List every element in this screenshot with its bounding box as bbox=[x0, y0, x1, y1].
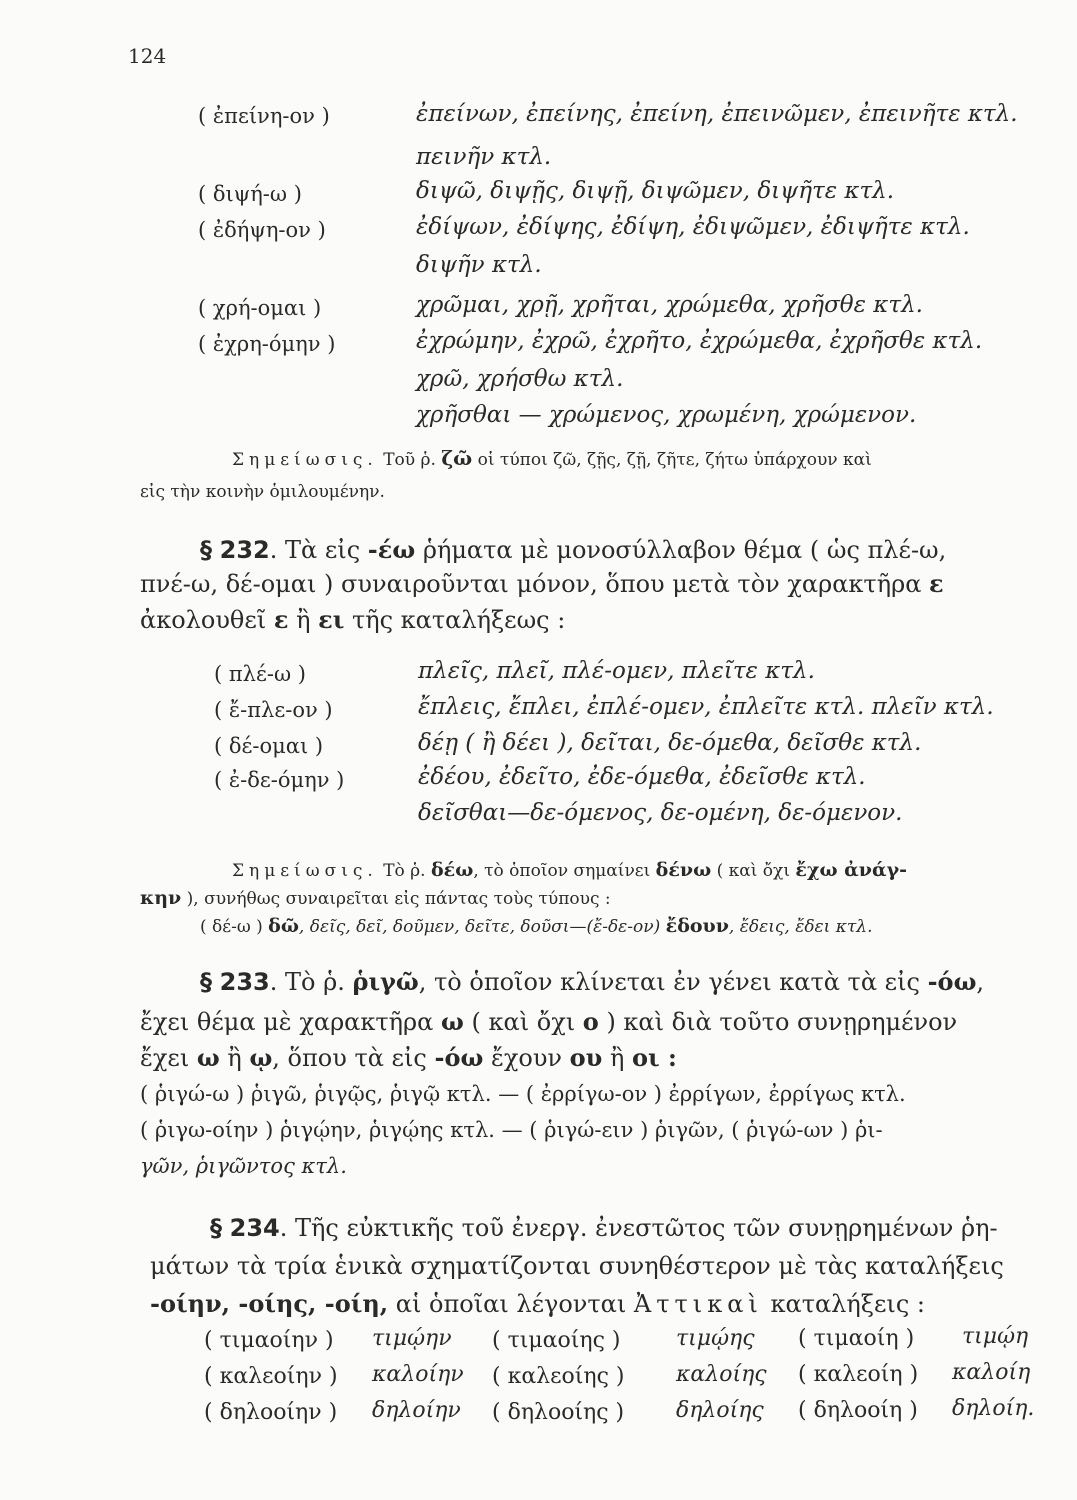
verb-forms: διψῆν κτλ. bbox=[416, 252, 542, 278]
section-234-line-2: μάτων τὰ τρία ἑνικὰ σχηματίζονται συνηθέστερον μὲ τὰς καταλήξεις bbox=[150, 1252, 1004, 1280]
table-cell: ( τιμαοίην ) bbox=[204, 1328, 334, 1353]
note-2-line-1: Σημείωσις. Τὸ ῥ. δέω, τὸ ὁποῖον σημαίνει δένω ( καὶ ὄχι ἔχω ἀνάγ- bbox=[232, 859, 908, 881]
verb-forms: χρῶ, χρήσθω κτλ. bbox=[416, 366, 624, 392]
verb-forms: ἐδίψων, ἐδίψης, ἐδίψη, ἐδιψῶμεν, ἐδιψῆτε κτλ. bbox=[416, 214, 970, 240]
section-234-line-1: § 234. Τῆς εὐκτικῆς τοῦ ἐνεργ. ἐνεστῶτος τῶν συνῃρημένων ῥη- bbox=[210, 1214, 998, 1242]
verb-label: ( ἐ-δε-όμην ) bbox=[214, 768, 345, 792]
section-234-line-3: -οίην, -οίης, -οίη, αἱ ὁποῖαι λέγονται Ἀττικαὶ καταλήξεις : bbox=[150, 1289, 925, 1318]
verb-forms: ἐπείνων, ἐπείνης, ἐπείνη, ἐπεινῶμεν, ἐπεινῆτε κτλ. bbox=[416, 101, 1018, 127]
table-cell: ( τιμαοίη ) bbox=[798, 1326, 915, 1351]
table-cell: καλοίης bbox=[676, 1362, 767, 1387]
section-233-line-3: ἔχει ω ἢ ῳ, ὅπου τὰ εἰς -όω ἔχουν ου ἢ οι : bbox=[140, 1043, 677, 1072]
verb-forms: δεῖσθαι—δε-όμενος, δε-ομένη, δε-όμενον. bbox=[418, 800, 903, 826]
table-cell: τιμῴη bbox=[962, 1324, 1029, 1349]
verb-forms: πεινῆν κτλ. bbox=[416, 144, 552, 170]
section-233-line-6: γῶν, ῥιγῶντος κτλ. bbox=[140, 1154, 347, 1178]
verb-forms: διψῶ, διψῇς, διψῇ, διψῶμεν, διψῆτε κτλ. bbox=[416, 178, 895, 204]
verb-label: ( ἐχρη-όμην ) bbox=[198, 332, 336, 356]
section-232-line-2: πνέ-ω, δέ-ομαι ) συναιροῦνται μόνον, ὅπου μετὰ τὸν χαρακτῆρα ε bbox=[140, 569, 944, 598]
verb-forms: χρῶμαι, χρῇ, χρῆται, χρώμεθα, χρῆσθε κτλ. bbox=[416, 292, 923, 318]
page-number: 124 bbox=[128, 44, 167, 68]
verb-forms: πλεῖς, πλεῖ, πλέ-ομεν, πλεῖτε κτλ. bbox=[418, 658, 815, 684]
table-cell: ( δηλοοίης ) bbox=[492, 1400, 625, 1425]
section-233-line-2: ἔχει θέμα μὲ χαρακτῆρα ω ( καὶ ὄχι ο ) καὶ διὰ τοῦτο συνῃρημένον bbox=[140, 1007, 958, 1036]
section-number: 233 bbox=[219, 968, 270, 996]
table-cell: καλοίην bbox=[372, 1362, 464, 1387]
table-cell: τιμῴην bbox=[372, 1326, 452, 1351]
section-232-line-3: ἀκολουθεῖ ε ἢ ει τῆς καταλήξεως : bbox=[140, 605, 566, 634]
table-cell: ( δηλοοίην ) bbox=[204, 1400, 338, 1425]
note-2-line-3: ( δέ-ω ) δῶ, δεῖς, δεῖ, δοῦμεν, δεῖτε, δοῦσι—(ἔ-δε-ον) ἔδουν, ἔδεις, ἔδει κτλ. bbox=[200, 915, 873, 937]
verb-forms: ἔπλεις, ἔπλει, ἐπλέ-ομεν, ἐπλεῖτε κτλ. πλεῖν κτλ. bbox=[418, 694, 994, 720]
table-cell: ( καλεοίης ) bbox=[492, 1364, 625, 1389]
note-heading: Σημείωσις. bbox=[232, 450, 378, 470]
section-233-line-1: § 233. Τὸ ῥ. ῥιγῶ, τὸ ὁποῖον κλίνεται ἐν γένει κατὰ τὰ εἰς -όω, bbox=[200, 967, 985, 996]
verb-forms: ἐχρώμην, ἐχρῶ, ἐχρῆτο, ἐχρώμεθα, ἐχρῆσθε κτλ. bbox=[416, 328, 983, 354]
note-1-line-1: Σημείωσις. Τοῦ ῥ. ζῶ οἱ τύποι ζῶ, ζῇς, ζῇ, ζῆτε, ζήτω ὑπάρχουν καὶ bbox=[232, 446, 872, 470]
section-symbol: § bbox=[200, 968, 212, 996]
table-cell: δηλοίης bbox=[676, 1398, 764, 1423]
table-cell: καλοίη bbox=[952, 1360, 1031, 1385]
table-cell: δηλοίη. bbox=[952, 1396, 1035, 1421]
verb-label: ( ἔ-πλε-ον ) bbox=[214, 698, 333, 722]
table-cell: ( καλεοίη ) bbox=[798, 1362, 919, 1387]
section-233-line-4: ( ῥιγώ-ω ) ῥιγῶ, ῥιγῷς, ῥιγῷ κτλ. — ( ἐρρίγω-ον ) ἐρρίγων, ἐρρίγως κτλ. bbox=[140, 1082, 906, 1106]
table-cell: ( τιμαοίης ) bbox=[492, 1328, 621, 1353]
verb-label: ( ἐπείνη-ον ) bbox=[198, 104, 330, 128]
note-1-line-2: εἰς τὴν κοινὴν ὁμιλουμένην. bbox=[140, 482, 385, 502]
verb-label: ( διψή-ω ) bbox=[198, 182, 302, 206]
section-number: 232 bbox=[219, 536, 270, 564]
note-2-line-2: κην ), συνήθως συναιρεῖται εἰς πάντας τοὺς τύπους : bbox=[140, 887, 611, 909]
table-cell: ( δηλοοίη ) bbox=[798, 1398, 918, 1423]
verb-label: ( ἐδήψη-ον ) bbox=[198, 218, 326, 242]
verb-label: ( πλέ-ω ) bbox=[214, 662, 306, 686]
table-cell: ( καλεοίην ) bbox=[204, 1364, 338, 1389]
section-232-line-1: § 232. Τὰ εἰς -έω ῥήματα μὲ μονοσύλλαβον θέμα ( ὡς πλέ-ω, bbox=[200, 535, 947, 564]
section-233-line-5: ( ῥιγω-οίην ) ῥιγῴην, ῥιγῴης κτλ. — ( ῥιγώ-ειν ) ῥιγῶν, ( ῥιγώ-ων ) ῥι- bbox=[140, 1118, 883, 1142]
verb-label: ( δέ-ομαι ) bbox=[214, 734, 324, 758]
verb-forms: ἐδέου, ἐδεῖτο, ἐδε-όμεθα, ἐδεῖσθε κτλ. bbox=[418, 764, 866, 790]
verb-forms: δέῃ ( ἢ δέει ), δεῖται, δε-όμεθα, δεῖσθε κτλ. bbox=[418, 730, 922, 756]
section-symbol: § bbox=[210, 1214, 222, 1242]
table-cell: τιμῴης bbox=[676, 1326, 755, 1351]
note-heading: Σημείωσις. bbox=[232, 861, 378, 881]
section-symbol: § bbox=[200, 536, 212, 564]
section-number: 234 bbox=[229, 1214, 280, 1242]
verb-label: ( χρή-ομαι ) bbox=[198, 296, 322, 320]
table-cell: δηλοίην bbox=[372, 1398, 461, 1423]
verb-forms: χρῆσθαι — χρώμενος, χρωμένη, χρώμενον. bbox=[416, 402, 917, 428]
